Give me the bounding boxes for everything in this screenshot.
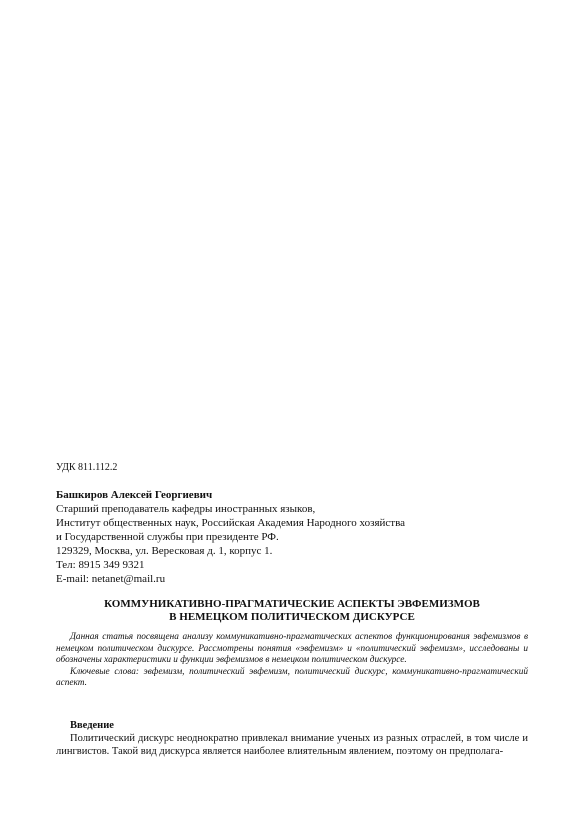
author-affiliation-line: Институт общественных наук, Российская Академия Народного хозяйства (56, 517, 406, 529)
author-address: 129329, Москва, ул. Вересковая д. 1, корпус 1. (56, 545, 273, 557)
intro-paragraph: Политический дискурс неоднократно привлекал внимание ученых из разных отраслей, в том числе и лингвистов. Такой вид дискурса является наиболее влиятельным явлением, поэтому он предполага- (56, 733, 528, 757)
section-heading: Введение (70, 720, 114, 731)
keywords: Ключевые слова: эвфемизм, политический эвфемизм, политический дискурс, коммуникативно-прагматический аспект. (56, 666, 528, 688)
abstract-text: Данная статья посвящена анализу коммуникативно-прагматических аспектов функционирования эвфемизмов в немецком политическом дискурсе. Рассмотрены понятия «эвфемизм» и «политический эвфемизм», исследованы и обозначены характеристики и функции эвфемизмов в немецком политическом дискурсе. (56, 632, 528, 665)
author-email: E-mail: netanet@mail.ru (56, 573, 166, 585)
author-block (56, 488, 528, 586)
author-name: Башкиров Алексей Георгиевич (56, 489, 213, 501)
article-title-line: КОММУНИКАТИВНО-ПРАГМАТИЧЕСКИЕ АСПЕКТЫ ЭВФЕМИЗМОВ (104, 598, 480, 610)
author-phone: Тел: 8915 349 9321 (56, 559, 145, 571)
article-title-line: В НЕМЕЦКОМ ПОЛИТИЧЕСКОМ ДИСКУРСЕ (169, 611, 415, 623)
udk-code: УДК 811.112.2 (56, 462, 118, 473)
author-affiliation-line: и Государственной службы при президенте РФ. (56, 531, 279, 543)
introduction-section (56, 719, 528, 758)
author-affiliation-line: Старший преподаватель кафедры иностранных языков, (56, 503, 316, 515)
abstract (56, 632, 528, 690)
article-title (56, 598, 528, 624)
